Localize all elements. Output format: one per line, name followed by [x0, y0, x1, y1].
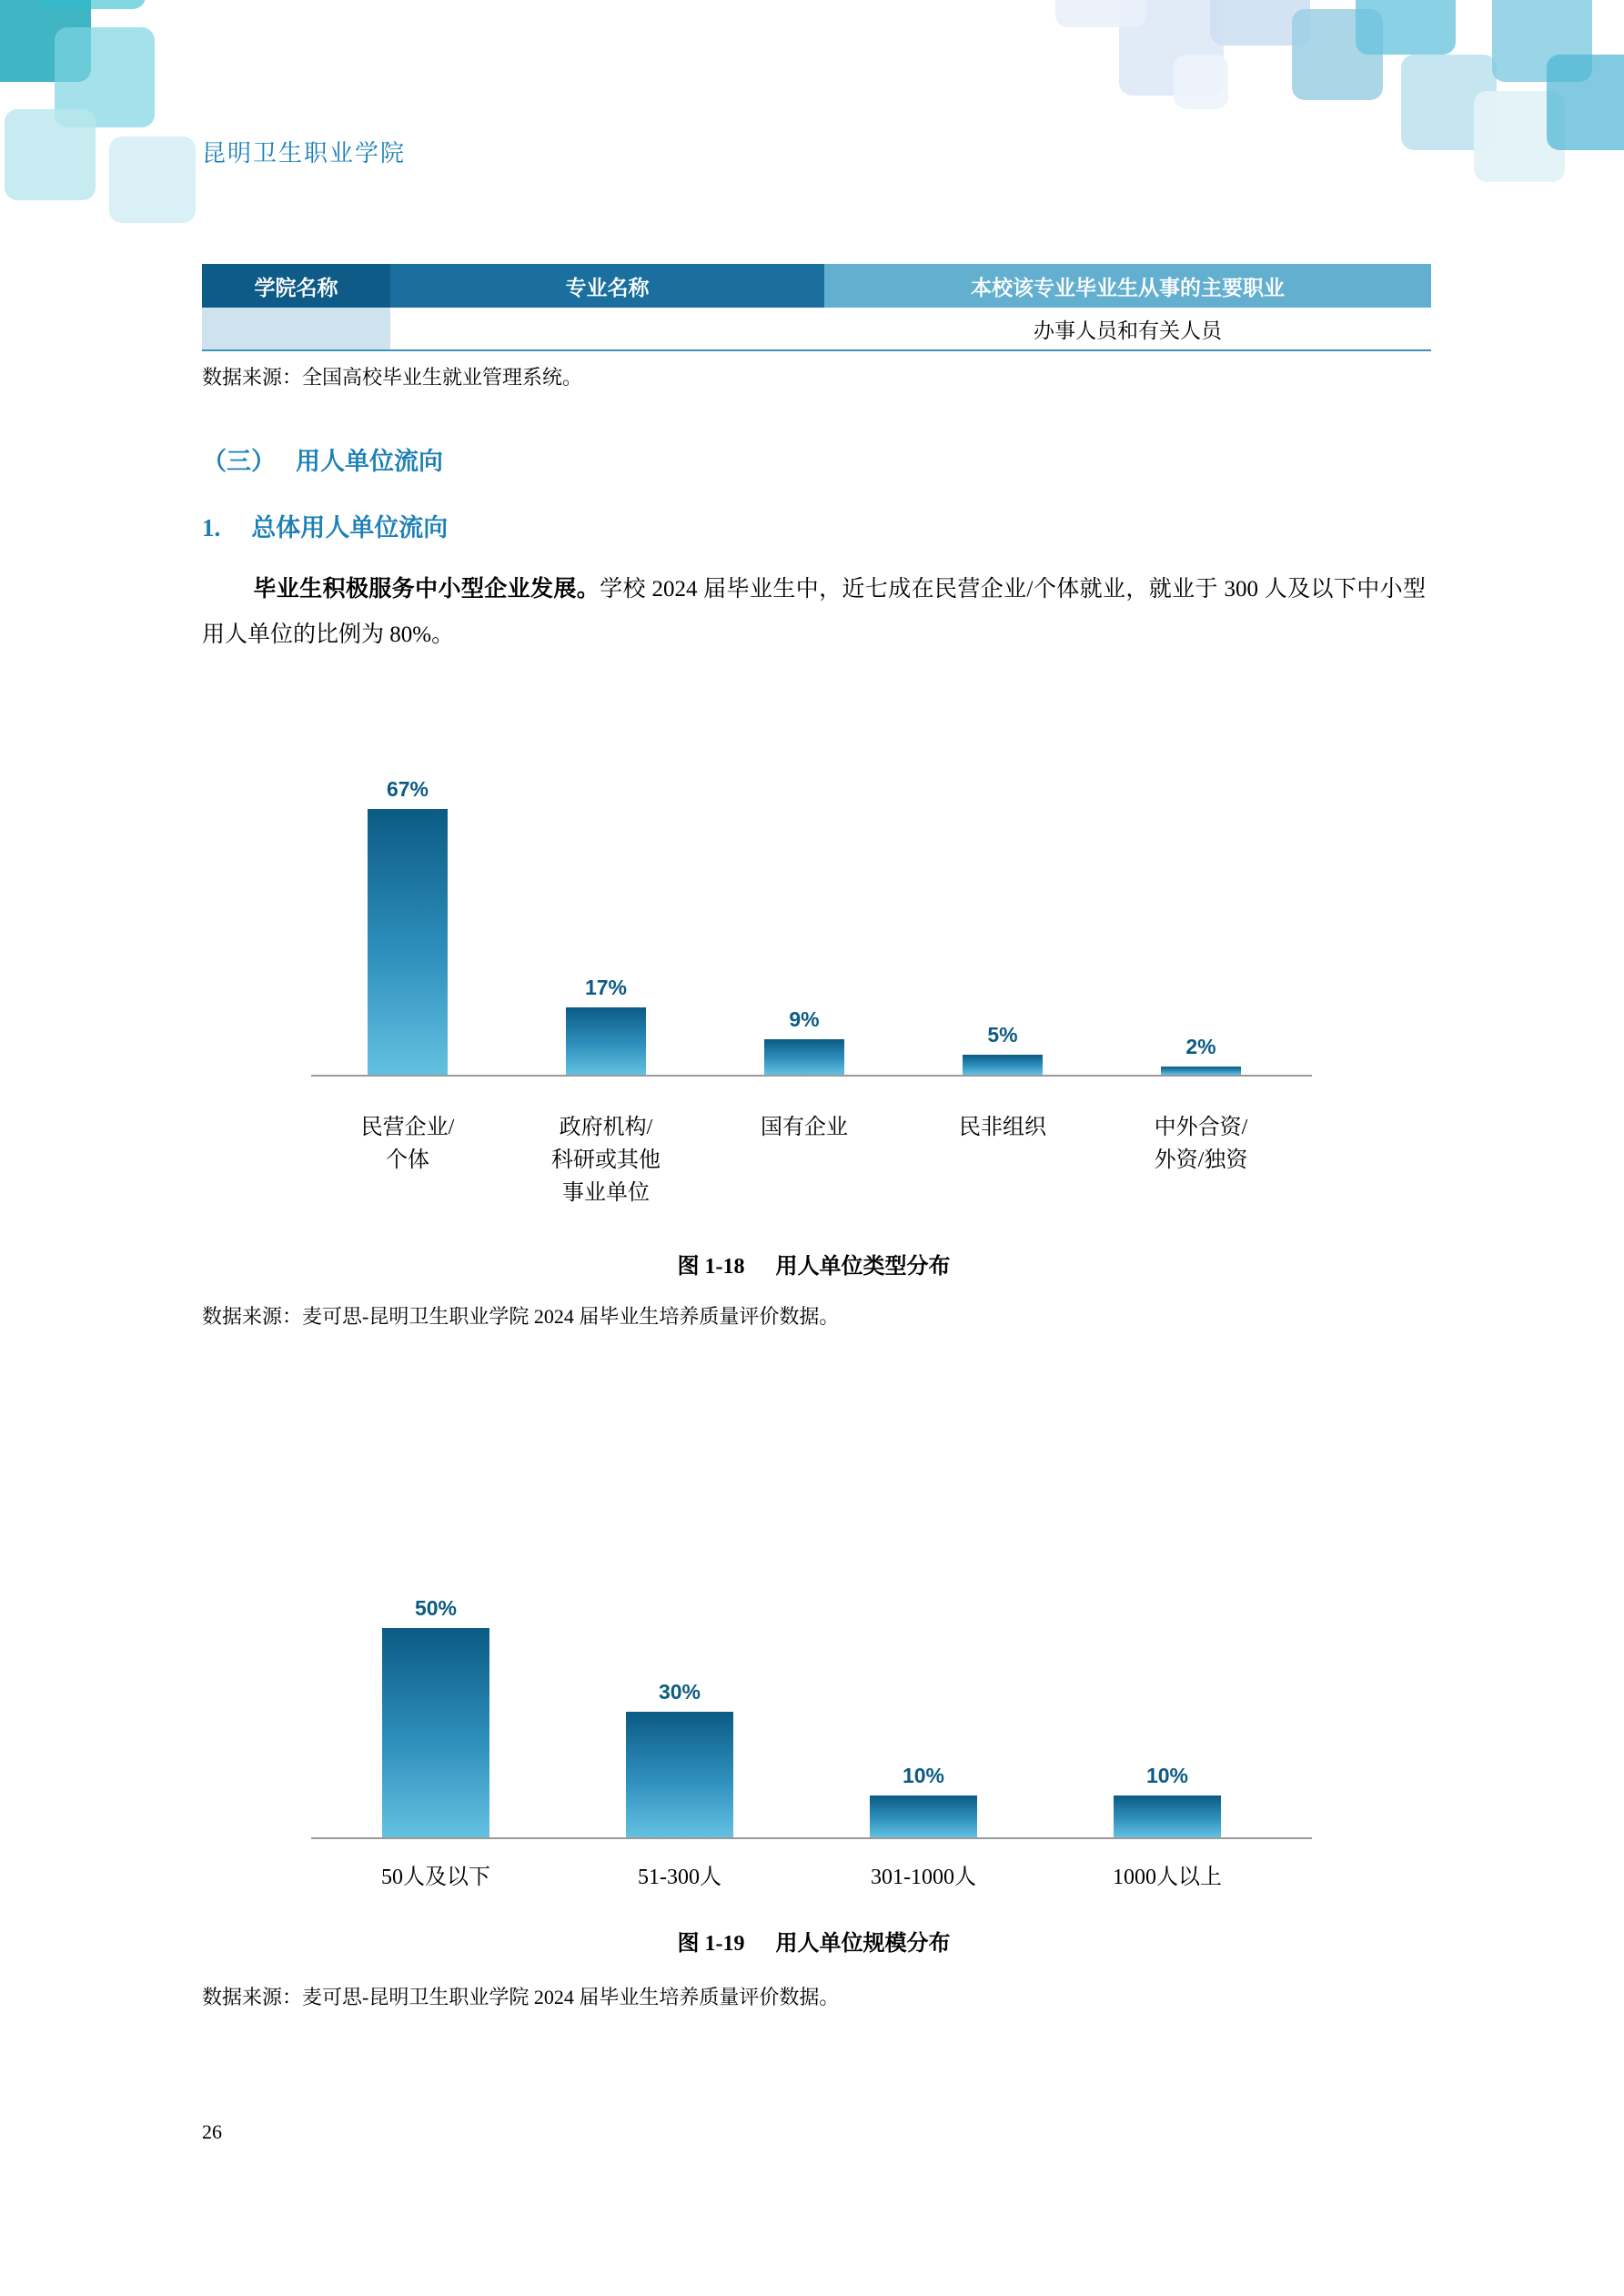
- paragraph-highlight: 毕业生积极服务中小型企业发展。: [253, 577, 600, 602]
- chart2-category-2: 51-300人: [638, 1866, 721, 1889]
- chart2-category-3: 301-1000人: [871, 1866, 976, 1889]
- chart1-value-4: 5%: [987, 1023, 1018, 1047]
- figure1-title: 用人单位类型分布: [775, 1255, 951, 1279]
- section-title: 用人单位流向: [296, 448, 443, 475]
- chart1-bar-5: [1161, 1067, 1241, 1075]
- chart1-plot-area: [202, 722, 1426, 1231]
- table-source-note: 数据来源：全国高校毕业生就业管理系统。: [202, 366, 583, 389]
- page-number: 26: [202, 2120, 222, 2143]
- chart2-bar-4: [1114, 1795, 1221, 1837]
- chart2-category-4: 1000人以上: [1113, 1866, 1222, 1889]
- chart1-value-1: 67%: [386, 777, 429, 801]
- table-header-major: 专业名称: [390, 264, 824, 308]
- figure1-number: 图 1-18: [677, 1255, 745, 1279]
- subsection-title: 总体用人单位流向: [251, 514, 449, 541]
- chart1-category-4: 民非组织: [959, 1116, 1046, 1139]
- decorative-header-graphic: [0, 0, 1624, 237]
- chart2-value-2: 30%: [658, 1680, 701, 1704]
- chart1-bar-2: [566, 1007, 646, 1075]
- table-row: [202, 308, 1431, 350]
- chart2-plot-area: [202, 1566, 1426, 1912]
- chart2-value-4: 10%: [1145, 1764, 1189, 1787]
- chart1-category-2: 政府机构/ 科研或其他 事业单位: [551, 1116, 661, 1205]
- chart2-axis: [311, 1837, 1312, 1839]
- figure2-source: 数据来源：麦可思-昆明卫生职业学院 2024 届毕业生培养质量评价数据。: [202, 1986, 840, 2008]
- chart2-bar-1: [382, 1628, 489, 1837]
- figure2-number: 图 1-19: [677, 1932, 745, 1956]
- chart2-value-1: 50%: [414, 1596, 458, 1620]
- chart1-value-2: 17%: [584, 976, 628, 999]
- table-cell-occupation: 办事人员和有关人员: [824, 308, 1431, 350]
- chart2-value-3: 10%: [902, 1764, 945, 1787]
- chart1-category-1: 民营企业/ 个体: [360, 1116, 455, 1172]
- chart2-category-1: 50人及以下: [381, 1866, 490, 1889]
- table-cell-major: [390, 308, 824, 350]
- chart2-bar-3: [870, 1795, 977, 1837]
- document-content: [202, 264, 1426, 2010]
- chart2-bar-2: [626, 1712, 733, 1837]
- subsection-number: 1.: [202, 514, 221, 541]
- chart1-value-3: 9%: [789, 1007, 820, 1031]
- table-header-row: [202, 264, 1431, 308]
- chart1-bar-4: [963, 1055, 1043, 1075]
- figure2-title: 用人单位规模分布: [775, 1932, 951, 1956]
- paragraph-text: 学校 2024 届毕业生中，近七成在民营企业/个体就业，就业于 300 人及以下中小型用人单位的比例为 80%。: [202, 577, 1426, 647]
- figure2-caption: [202, 1925, 1426, 1957]
- chart-employer-size: [202, 1566, 1426, 1912]
- table-header-college: 学院名称: [202, 264, 390, 308]
- chart1-category-3: 国有企业: [761, 1116, 848, 1139]
- chart1-value-5: 2%: [1185, 1035, 1216, 1058]
- body-paragraph: [202, 567, 1426, 658]
- chart1-axis: [311, 1075, 1312, 1077]
- figure1-source: 数据来源：麦可思-昆明卫生职业学院 2024 届毕业生培养质量评价数据。: [202, 1305, 840, 1328]
- section-heading: [202, 441, 1426, 477]
- chart1-bar-1: [368, 809, 448, 1075]
- table-header-occupation: 本校该专业毕业生从事的主要职业: [824, 264, 1431, 308]
- school-name: 昆明卫生职业学院: [202, 140, 407, 167]
- subsection-heading: [202, 508, 1426, 543]
- table-cell-college: [202, 308, 390, 350]
- chart1-category-5: 中外合资/ 外资/独资: [1154, 1116, 1248, 1172]
- section-label: （三）: [202, 448, 276, 475]
- major-occupation-table: [202, 264, 1431, 351]
- chart1-bar-3: [764, 1039, 844, 1075]
- figure1-caption: [202, 1248, 1426, 1279]
- chart-employer-type: [202, 722, 1426, 1231]
